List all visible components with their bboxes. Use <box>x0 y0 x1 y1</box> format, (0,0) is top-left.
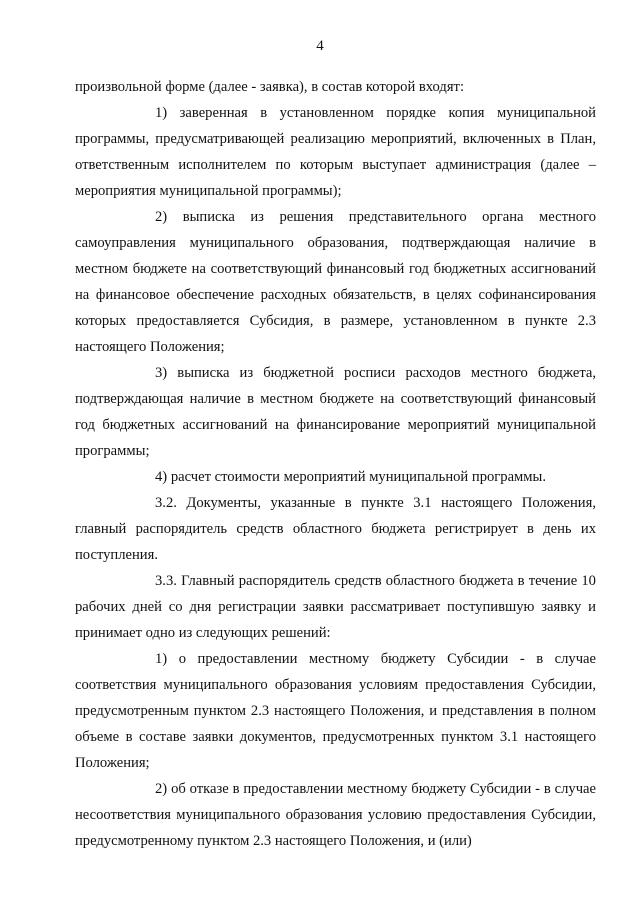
item-text: выписка из бюджетной росписи расходов местного бюджета, подтверждающая наличие в местном бюджете на соответствующий финансовый год бюджетных ассигнований на финансирование мероприятий муниципальной программы; <box>75 365 596 459</box>
document-body <box>75 74 596 854</box>
item-text: расчет стоимости мероприятий муниципальной программы. <box>170 469 546 485</box>
page-number: 4 <box>316 38 324 54</box>
list-item-2 <box>75 204 596 360</box>
list-item-1 <box>75 100 596 204</box>
clause-number: 3.2. <box>155 495 177 511</box>
item-text: о предоставлении местному бюджету Субсидии - в случае соответствия муниципального образования условиям предоставления Субсидии, предусмотренным пунктом 2.3 настоящего Положения, и представления в полном объеме в составе заявки документов, предусмотренных пунктом 3.1 настоящего Положения; <box>75 651 597 771</box>
clause-text: Документы, указанные в пункте 3.1 настоящего Положения, главный распорядитель средств областного бюджета регистрирует в день их поступления. <box>75 495 596 563</box>
item-number: 4) <box>155 469 168 485</box>
list-item-4 <box>75 464 596 490</box>
item-text: заверенная в установленном порядке копия муниципальной программы, предусматривающей реализацию мероприятий, включенных в План, ответственным исполнителем по которым выступает администрация (далее – мероприятия муниципальной программы); <box>75 105 596 199</box>
clause-number: 3.3. <box>155 573 177 589</box>
list-item-3 <box>75 360 596 464</box>
item-number: 2) <box>155 209 168 225</box>
item-number: 1) <box>155 105 168 121</box>
decision-item-1 <box>75 646 596 776</box>
paragraph-0 <box>75 74 596 100</box>
clause-text: Главный распорядитель средств областного бюджета в течение 10 рабочих дней со дня регистрации заявки рассматривает поступившую заявку и принимает одно из следующих решений: <box>75 573 596 641</box>
item-text: об отказе в предоставлении местному бюджету Субсидии - в случае несоответствия муниципального образования условию предоставления Субсидии, предусмотренному пунктом 2.3 настоящего Положения, и (или) <box>75 781 596 849</box>
item-text: выписка из решения представительного органа местного самоуправления муниципального образования, подтверждающая наличие в местном бюджете на соответствующий финансовый год бюджетных ассигнований на финансовое обеспечение расходных обязательств, в целях софинансирования которых предоставляется Субсидия, в размере, установленном в пункте 2.3 настоящего Положения; <box>75 209 596 355</box>
item-number: 1) <box>155 651 168 667</box>
decision-item-2 <box>75 776 596 854</box>
item-number: 3) <box>155 365 168 381</box>
item-number: 2) <box>155 781 168 797</box>
clause-3-3 <box>75 568 596 646</box>
clause-3-2 <box>75 490 596 568</box>
paragraph-text: произвольной форме (далее - заявка), в состав которой входят: <box>75 79 464 95</box>
